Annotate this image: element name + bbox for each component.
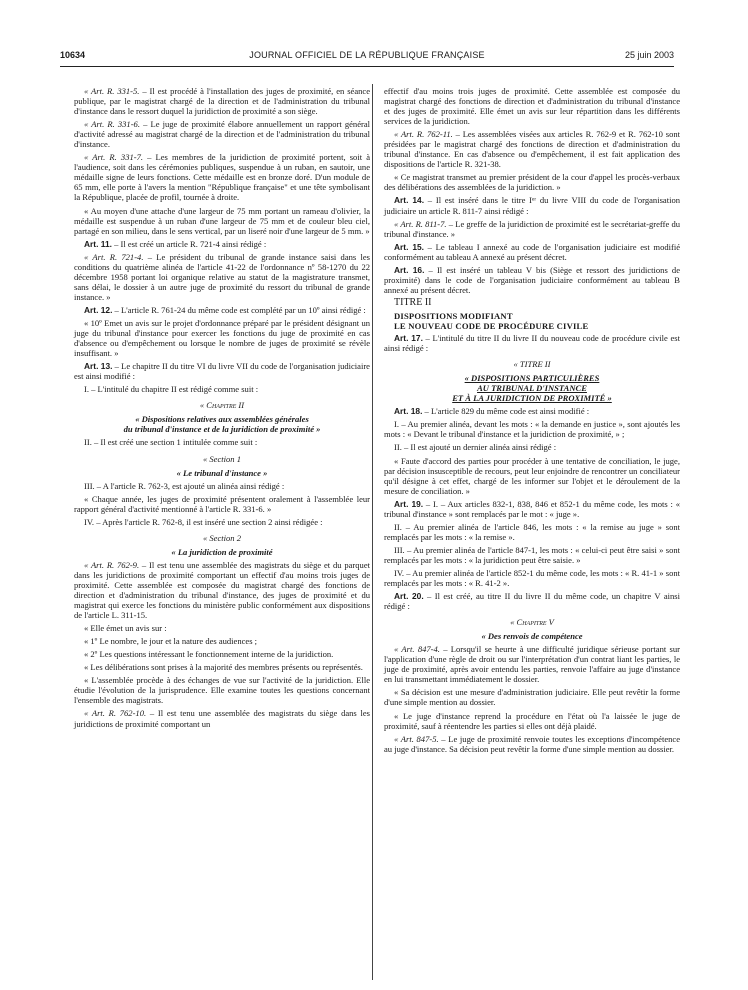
titre-2-quote-heading: « TITRE II <box>513 359 551 370</box>
section-1-heading: « Section 1 <box>203 453 241 464</box>
chapter-2-title-line-2: du tribunal d'instance et de la juridiction de proximité » <box>123 424 321 435</box>
right-column <box>384 86 680 757</box>
chapter-2-heading: « Chapitre II <box>199 400 245 411</box>
paragraph-mesure-administration: « Sa décision est une mesure d'administration judiciaire. Elle peut revêtir la forme d'une simple mention au dossier. <box>384 687 680 708</box>
section-1-title: « Le tribunal d'instance » <box>176 467 268 478</box>
article-847-4: « Art. 847-4. – Lorsqu'il se heurte à une difficulté juridique sérieuse portant sur l'application d'une règle de droit ou sur l'interprétation d'un contrat liant les parties, le juge de proximité, après avoir entendu les parties, renvoie l'affaire au juge d'instance en lui transmettant immédiatement le dossier. <box>384 644 680 685</box>
article-r331-5: « Art. R. 331-5. – Il est procédé à l'installation des juges de proximité, en séance publique, par le magistrat chargé de la direction et de l'administration du tribunal d'instance dans le ressort duquel la juridiction de proximité a son siège. <box>74 86 370 117</box>
article-13: Art. 13. – Le chapitre II du titre VI du livre VII du code de l'organisation judiciaire est ainsi modifié : <box>74 361 370 382</box>
article-17: Art. 17. – L'intitulé du titre II du livre II du nouveau code de procédure civile est ainsi rédigé : <box>384 333 680 354</box>
paragraph-ii: II. – Il est créé une section 1 intitulée comme suit : <box>84 437 258 448</box>
section-2-heading: « Section 2 <box>203 532 241 543</box>
titre-2-name-line-3: ET À LA JURIDICTION DE PROXIMITÉ » <box>452 393 612 404</box>
dispositions-title-line-1: DISPOSITIONS MODIFIANT <box>394 310 513 321</box>
article-12: Art. 12. – L'article R. 761-24 du même code est complété par un 10º ainsi rédigé : <box>84 304 366 315</box>
paragraph-1: « 1º Le nombre, le jour et la nature des audiences ; <box>84 636 258 647</box>
paragraph-18-ii: II. – Il est ajouté un dernier alinéa ainsi rédigé : <box>394 442 557 453</box>
article-18: Art. 18. – L'article 829 du même code est ainsi modifié : <box>394 406 590 417</box>
article-15: Art. 15. – Le tableau I annexé au code de l'organisation judiciaire est modifié conformément au tableau A annexé au présent décret. <box>384 241 680 262</box>
paragraph-19-ii: II. – Au premier alinéa de l'article 846, les mots : « la remise au juge » sont remplacés par les mots : « la remise ». <box>384 521 680 542</box>
article-r721-4: « Art. R. 721-4. – Le président du tribunal de grande instance saisi dans les conditions du quatrième alinéa de l'article 41-22 de l'ordonnance nº 58-1270 du 22 décembre 1958 portant loi organique relative au statut de la magistrature transmet, sans délai, le dossier à un autre juge de proximité du ressort du tribunal de grande instance. » <box>74 251 370 302</box>
paragraph-avis: « Elle émet un avis sur : <box>84 623 167 634</box>
page-header <box>60 50 674 64</box>
paragraph-10: « 10º Emet un avis sur le projet d'ordonnance préparé par le président désignant un juge du tribunal d'instance pour exercer les fonctions du juge de proximité en cas d'absence ou d'empêchement ou lorsque le nombre de juges de proximité se révèle insuffisant. » <box>74 317 370 359</box>
article-r331-7: « Art. R. 331-7. – Les membres de la juridiction de proximité portent, soit à l'audience, soit dans les cérémonies publiques, suspendue à un ruban, en sautoir, une médaille signe de leurs fonctions. Cette médaille est en bronze doré. D'un module de 65 mm, elle porte à l'avers la mention "République française" et une tête symbolisant la République, placée de profil, tournée à droite. <box>74 152 370 203</box>
titre-2-heading: TITRE II <box>394 296 432 308</box>
chapter-2-title-line-1: « Dispositions relatives aux assemblées générales <box>135 414 309 425</box>
paragraph-effectif: effectif d'au moins trois juges de proximité. Cette assemblée est composée du magistrat chargé des fonctions de direction et d'administration du tribunal d'instance et des juges de proximité. Elle émet un avis sur leur répartition dans les différents services de la juridiction. <box>384 86 680 127</box>
paragraph-iii: III. – A l'article R. 762-3, est ajouté un alinéa ainsi rédigé : <box>84 480 285 491</box>
article-r811-7: « Art. R. 811-7. – Le greffe de la juridiction de proximité est le secrétariat-greffe du tribunal d'instance. » <box>384 218 680 239</box>
article-14: Art. 14. – Il est inséré dans le titre Iᵉʳ du livre VIII du code de l'organisation judiciaire un article R. 811-7 ainsi rédigé : <box>384 195 680 216</box>
left-column <box>74 86 370 732</box>
publication-date: 25 juin 2003 <box>624 50 674 60</box>
paragraph-deliberations: « Les délibérations sont prises à la majorité des membres présents ou représentés. <box>84 662 363 673</box>
paragraph-annual-report: « Chaque année, les juges de proximité présentent oralement à l'assemblée leur rapport général d'activité mentionné à l'article R. 331-6. » <box>74 493 370 514</box>
article-19: Art. 19. – I. – Aux articles 832-1, 838, 846 et 852-1 du même code, les mots : « tribunal d'instance » sont remplacés par le mot : « juge ». <box>384 498 680 519</box>
chapter-5-title: « Des renvois de compétence <box>481 631 583 642</box>
paragraph-19-iii: III. – Au premier alinéa de l'article 847-1, les mots : « celui-ci peut être saisi » sont remplacés par les mots : « la juridiction peut être saisie. » <box>384 544 680 565</box>
paragraph-transmission: « Ce magistrat transmet au premier président de la cour d'appel les procès-verbaux des délibérations des assemblées de la juridiction. » <box>384 172 680 193</box>
article-r762-10: « Art. R. 762-10. – Il est tenu une assemblée des magistrats du siège dans les juridictions de proximité comportant un <box>74 708 370 729</box>
dispositions-title-line-2: LE NOUVEAU CODE DE PROCÉDURE CIVILE <box>394 320 589 331</box>
paragraph-18-i: I. – Au premier alinéa, devant les mots : « la demande en justice », sont ajoutés les mots : « Devant le tribunal d'instance et la juridiction de proximité, » ; <box>384 419 680 440</box>
column-divider <box>372 84 373 980</box>
article-r762-9: « Art. R. 762-9. – Il est tenu une assemblée des magistrats du siège et du parquet dans les juridictions de proximité comportant un effectif d'au moins trois juges de proximité. Cette assemblée est composée du magistrat chargé des fonctions de direction et d'administration du tribunal d'instance, des juges de proximité et du magistrat qui exerce les fonctions du ministère public conformément aux dispositions de l'article L. 311-15. <box>74 559 370 621</box>
titre-2-name-line-2: AU TRIBUNAL D'INSTANCE <box>477 383 587 394</box>
header-rule <box>60 66 674 67</box>
paragraph-echanges: « L'assemblée procède à des échanges de vue sur l'activité de la juridiction. Elle étudie l'évolution de la jurisprudence. Elle examine toutes les questions concernant l'ensemble des magistrats. <box>74 675 370 706</box>
article-r331-6: « Art. R. 331-6. – Le juge de proximité élabore annuellement un rapport général d'activité adressé au magistrat chargé de la direction et de l'administration du tribunal d'instance. <box>74 119 370 150</box>
article-16: Art. 16. – Il est inséré un tableau V bis (Siège et ressort des juridictions de proximité) dans le code de l'organisation judiciaire conformément au tableau B annexé au présent décret. <box>384 264 680 295</box>
article-r762-11: « Art. R. 762-11. – Les assemblées visées aux articles R. 762-9 et R. 762-10 sont présidées par le magistrat chargé des fonctions de direction et d'administration du tribunal d'instance. En cas d'absence ou d'empêchement, il est fait application des dispositions de l'article R. 321-38. <box>384 129 680 170</box>
paragraph-medal-ribbon: « Au moyen d'une attache d'une largeur de 75 mm portant un rameau d'olivier, la médaille est suspendue à un ruban d'une largeur de 75 mm et de couleur bleu ciel, partagé en son milieu, dans le sens vertical, par un liseré noir d'une largeur de 5 mm. » <box>74 205 370 236</box>
page-number: 10634 <box>60 50 86 60</box>
paragraph-2: « 2º Les questions intéressant le fonctionnement interne de la juridiction. <box>84 649 334 660</box>
paragraph-reprise-procedure: « Le juge d'instance reprend la procédure en l'état où l'a laissée le juge de proximité, sauf à réentendre les parties si elles ont déjà plaidé. <box>384 710 680 731</box>
paragraph-i: I. – L'intitulé du chapitre II est rédigé comme suit : <box>84 384 259 395</box>
article-847-5: « Art. 847-5. – Le juge de proximité renvoie toutes les exceptions d'incompétence au juge d'instance. Sa décision peut revêtir la forme d'une simple mention au dossier. <box>384 733 681 754</box>
paragraph-19-iv: IV. – Au premier alinéa de l'article 852-1 du même code, les mots : « R. 41-1 » sont remplacés par les mots : « R. 41-2 ». <box>384 567 680 589</box>
paragraph-iv: IV. – Après l'article R. 762-8, il est inséré une section 2 ainsi rédigée : <box>84 516 323 527</box>
chapter-5-heading: « Chapitre V <box>510 617 554 628</box>
journal-title: JOURNAL OFFICIEL DE LA RÉPUBLIQUE FRANÇAISE <box>249 50 485 60</box>
article-11: Art. 11. – Il est créé un article R. 721-4 ainsi rédigé : <box>84 238 267 249</box>
section-2-title: « La juridiction de proximité <box>171 546 273 557</box>
article-20: Art. 20. – Il est créé, au titre II du livre II du même code, un chapitre V ainsi rédigé : <box>384 591 680 612</box>
titre-2-name-line-1: « DISPOSITIONS PARTICULIÈRES <box>464 373 600 384</box>
paragraph-conciliation: « Faute d'accord des parties pour procéder à une tentative de conciliation, le juge, par décision insusceptible de recours, peut leur enjoindre de rencontrer un conciliateur qu'il désigne à cet effet, chargé de les informer sur l'objet et le déroulement de la mesure de conciliation. » <box>384 455 680 496</box>
